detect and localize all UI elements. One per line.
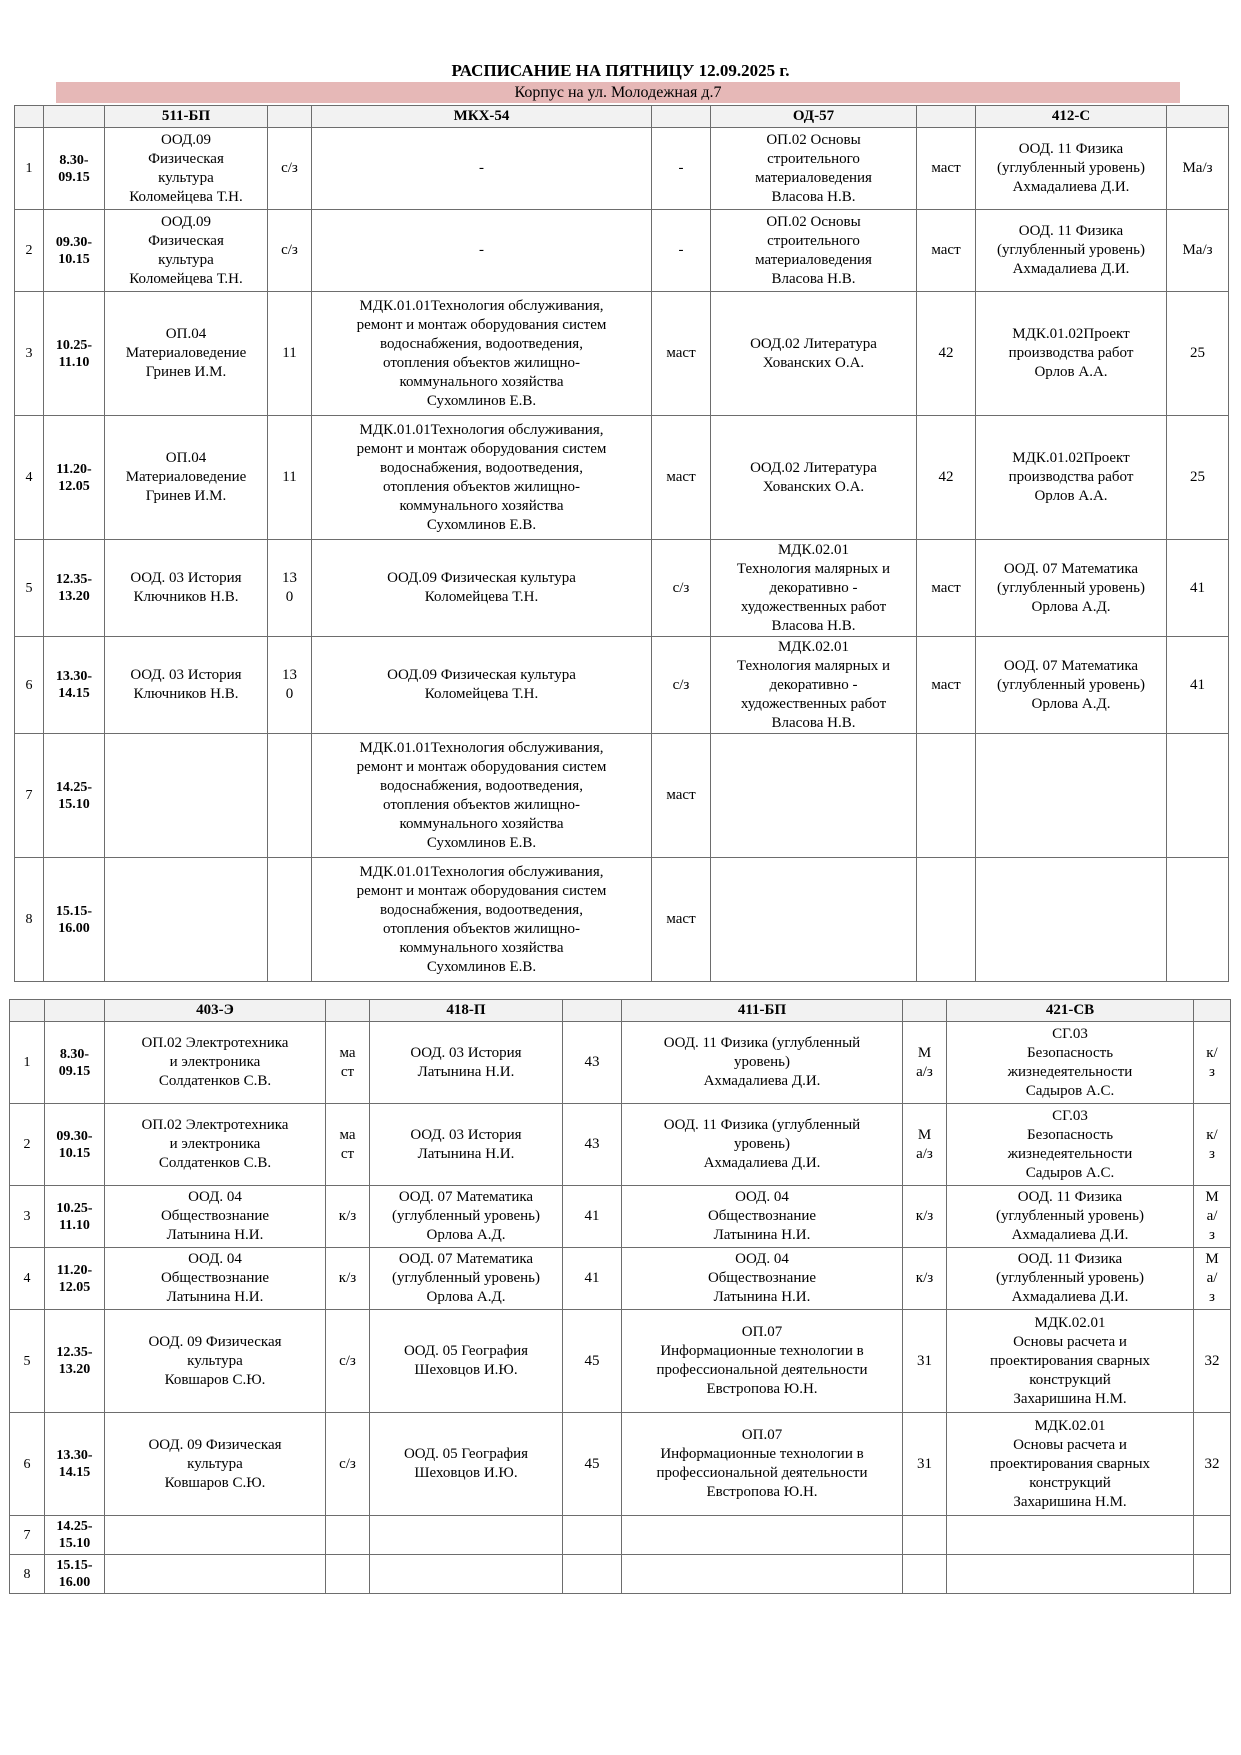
lesson-room: ма ст: [326, 1022, 370, 1104]
lesson-subject: МДК.01.01Технология обслуживания, ремонт и монтаж оборудования систем водоснабжения, водоотведения, отопления объектов жилищно- коммунального хозяйства Сухомлинов Е.В.: [312, 858, 652, 982]
lesson-row: [10, 1555, 1231, 1594]
lesson-room: [1194, 1555, 1231, 1594]
lesson-subject: МДК.01.02Проект производства работ Орлов А.А.: [976, 416, 1167, 540]
lesson-number: 3: [15, 292, 44, 416]
lesson-subject: МДК.02.01 Основы расчета и проектирования сварных конструкций Захаришина Н.М.: [947, 1413, 1194, 1516]
lesson-time: 10.25- 11.10: [45, 1186, 105, 1248]
lesson-subject: ООД.09 Физическая культура Коломейцева Т.Н.: [312, 540, 652, 637]
lesson-room: с/з: [326, 1310, 370, 1413]
lesson-row: [15, 540, 1229, 637]
lesson-number: 4: [15, 416, 44, 540]
lesson-room: ма ст: [326, 1104, 370, 1186]
lesson-time: 10.25- 11.10: [44, 292, 105, 416]
group-header: ОД-57: [711, 106, 917, 128]
lesson-room: -: [652, 210, 711, 292]
lesson-subject: -: [312, 128, 652, 210]
lesson-room: 25: [1167, 292, 1229, 416]
header-empty: [10, 1000, 45, 1022]
schedule-table-2: [9, 999, 1231, 1594]
lesson-subject: ОП.02 Электротехника и электроника Солдатенков С.В.: [105, 1022, 326, 1104]
lesson-room: 41: [563, 1248, 622, 1310]
lesson-room: М а/ з: [1194, 1186, 1231, 1248]
lesson-subject: ООД. 11 Физика (углубленный уровень) Ахмадалиева Д.И.: [976, 210, 1167, 292]
lesson-room: к/ з: [1194, 1104, 1231, 1186]
schedule-table-1: [14, 105, 1229, 982]
lesson-row: [10, 1516, 1231, 1555]
lesson-subject: МДК.02.01 Основы расчета и проектирования сварных конструкций Захаришина Н.М.: [947, 1310, 1194, 1413]
lesson-room: 43: [563, 1104, 622, 1186]
lesson-subject: ООД. 07 Математика (углубленный уровень) Орлова А.Д.: [370, 1186, 563, 1248]
lesson-number: 3: [10, 1186, 45, 1248]
lesson-subject: [976, 858, 1167, 982]
lesson-time: 15.15- 16.00: [44, 858, 105, 982]
lesson-subject: ООД. 11 Физика (углубленный уровень) Ахмадалиева Д.И.: [947, 1248, 1194, 1310]
lesson-room: к/з: [903, 1248, 947, 1310]
lesson-subject: МДК.02.01 Технология малярных и декоративно - художественных работ Власова Н.В.: [711, 540, 917, 637]
lesson-subject: ООД. 07 Математика (углубленный уровень) Орлова А.Д.: [370, 1248, 563, 1310]
lesson-subject: СГ.03 Безопасность жизнедеятельности Садыров А.С.: [947, 1022, 1194, 1104]
lesson-subject: [947, 1555, 1194, 1594]
lesson-subject: МДК.01.01Технология обслуживания, ремонт и монтаж оборудования систем водоснабжения, водоотведения, отопления объектов жилищно- коммунального хозяйства Сухомлинов Е.В.: [312, 416, 652, 540]
lesson-subject: [105, 1555, 326, 1594]
lesson-room: с/з: [326, 1413, 370, 1516]
lesson-subject: ОП.02 Электротехника и электроника Солдатенков С.В.: [105, 1104, 326, 1186]
group-header: 412-С: [976, 106, 1167, 128]
lesson-row: [15, 292, 1229, 416]
lesson-subject: ООД.09 Физическая культура Коломейцева Т.Н.: [312, 637, 652, 734]
lesson-subject: ООД. 07 Математика (углубленный уровень) Орлова А.Д.: [976, 637, 1167, 734]
group-header: 418-П: [370, 1000, 563, 1022]
lesson-room: [326, 1555, 370, 1594]
lesson-room: 11: [268, 292, 312, 416]
lesson-room: -: [652, 128, 711, 210]
lesson-subject: ООД. 05 География Шеховцов И.Ю.: [370, 1310, 563, 1413]
lesson-room: [326, 1516, 370, 1555]
lesson-subject: ОП.07 Информационные технологии в профессиональной деятельности Евстропова Ю.Н.: [622, 1310, 903, 1413]
lesson-subject: ООД.02 Литература Хованских О.А.: [711, 292, 917, 416]
group-header: 411-БП: [622, 1000, 903, 1022]
lesson-subject: ООД. 11 Физика (углубленный уровень) Ахмадалиева Д.И.: [622, 1104, 903, 1186]
header-empty: [903, 1000, 947, 1022]
lesson-subject: ООД. 09 Физическая культура Ковшаров С.Ю.: [105, 1413, 326, 1516]
lesson-subject: ООД. 04 Обществознание Латынина Н.И.: [105, 1248, 326, 1310]
lesson-subject: ОП.02 Основы строительного материаловедения Власова Н.В.: [711, 210, 917, 292]
lesson-number: 5: [10, 1310, 45, 1413]
lesson-room: с/з: [652, 637, 711, 734]
lesson-room: М а/з: [903, 1022, 947, 1104]
lesson-subject: МДК.01.01Технология обслуживания, ремонт и монтаж оборудования систем водоснабжения, водоотведения, отопления объектов жилищно- коммунального хозяйства Сухомлинов Е.В.: [312, 292, 652, 416]
lesson-room: [1194, 1516, 1231, 1555]
lesson-subject: [711, 734, 917, 858]
lesson-room: к/ з: [1194, 1022, 1231, 1104]
lesson-time: 14.25- 15.10: [45, 1516, 105, 1555]
lesson-subject: ООД. 09 Физическая культура Ковшаров С.Ю.: [105, 1310, 326, 1413]
group-header-row: [10, 1000, 1231, 1022]
lesson-room: 31: [903, 1413, 947, 1516]
header-empty: [44, 106, 105, 128]
lesson-subject: СГ.03 Безопасность жизнедеятельности Садыров А.С.: [947, 1104, 1194, 1186]
lesson-room: к/з: [326, 1248, 370, 1310]
lesson-time: 13.30- 14.15: [44, 637, 105, 734]
lesson-room: 45: [563, 1310, 622, 1413]
lesson-room: [268, 734, 312, 858]
lesson-row: [10, 1310, 1231, 1413]
lesson-room: [917, 734, 976, 858]
header-empty: [652, 106, 711, 128]
lesson-subject: -: [312, 210, 652, 292]
lesson-row: [15, 210, 1229, 292]
lesson-room: [1167, 858, 1229, 982]
lesson-row: [15, 637, 1229, 734]
lesson-room: 11: [268, 416, 312, 540]
lesson-room: [917, 858, 976, 982]
lesson-room: маст: [917, 540, 976, 637]
lesson-room: маст: [652, 734, 711, 858]
lesson-room: М а/з: [903, 1104, 947, 1186]
lesson-row: [10, 1022, 1231, 1104]
lesson-number: 8: [10, 1555, 45, 1594]
header-empty: [45, 1000, 105, 1022]
lesson-room: 32: [1194, 1310, 1231, 1413]
lesson-room: 45: [563, 1413, 622, 1516]
lesson-subject: ОП.02 Основы строительного материаловедения Власова Н.В.: [711, 128, 917, 210]
lesson-room: 25: [1167, 416, 1229, 540]
lesson-number: 6: [15, 637, 44, 734]
lesson-subject: ООД. 04 Обществознание Латынина Н.И.: [622, 1186, 903, 1248]
lesson-room: 43: [563, 1022, 622, 1104]
group-header-row: [15, 106, 1229, 128]
lesson-room: к/з: [903, 1186, 947, 1248]
lesson-room: маст: [652, 858, 711, 982]
lesson-room: с/з: [268, 210, 312, 292]
header-empty: [326, 1000, 370, 1022]
lesson-subject: ООД.02 Литература Хованских О.А.: [711, 416, 917, 540]
lesson-room: 31: [903, 1310, 947, 1413]
lesson-room: [268, 858, 312, 982]
lesson-row: [10, 1413, 1231, 1516]
lesson-subject: [105, 734, 268, 858]
lesson-subject: ООД. 11 Физика (углубленный уровень) Ахмадалиева Д.И.: [976, 128, 1167, 210]
lesson-room: маст: [652, 292, 711, 416]
lesson-number: 1: [15, 128, 44, 210]
lesson-subject: ОП.07 Информационные технологии в профессиональной деятельности Евстропова Ю.Н.: [622, 1413, 903, 1516]
lesson-subject: ООД. 05 География Шеховцов И.Ю.: [370, 1413, 563, 1516]
lesson-subject: МДК.01.02Проект производства работ Орлов А.А.: [976, 292, 1167, 416]
lesson-row: [10, 1104, 1231, 1186]
lesson-room: 42: [917, 416, 976, 540]
lesson-subject: ООД.09 Физическая культура Коломейцева Т.Н.: [105, 128, 268, 210]
lesson-row: [15, 858, 1229, 982]
lesson-room: [1167, 734, 1229, 858]
lesson-time: 09.30- 10.15: [45, 1104, 105, 1186]
lesson-room: маст: [917, 128, 976, 210]
lesson-room: [903, 1555, 947, 1594]
lesson-room: [563, 1516, 622, 1555]
lesson-room: [563, 1555, 622, 1594]
lesson-number: 4: [10, 1248, 45, 1310]
lesson-row: [15, 734, 1229, 858]
lesson-room: 13 0: [268, 540, 312, 637]
lesson-subject: [947, 1516, 1194, 1555]
lesson-time: 11.20- 12.05: [44, 416, 105, 540]
lesson-number: 1: [10, 1022, 45, 1104]
lesson-subject: ООД. 07 Математика (углубленный уровень) Орлова А.Д.: [976, 540, 1167, 637]
lesson-time: 8.30- 09.15: [44, 128, 105, 210]
lesson-row: [10, 1248, 1231, 1310]
lesson-row: [15, 416, 1229, 540]
lesson-row: [10, 1186, 1231, 1248]
group-header: 403-Э: [105, 1000, 326, 1022]
lesson-subject: [370, 1555, 563, 1594]
lesson-subject: ООД. 04 Обществознание Латынина Н.И.: [622, 1248, 903, 1310]
lesson-number: 5: [15, 540, 44, 637]
lesson-number: 2: [15, 210, 44, 292]
lesson-room: 32: [1194, 1413, 1231, 1516]
lesson-subject: [370, 1516, 563, 1555]
lesson-subject: [711, 858, 917, 982]
lesson-room: [903, 1516, 947, 1555]
lesson-subject: [105, 1516, 326, 1555]
lesson-row: [15, 128, 1229, 210]
lesson-time: 13.30- 14.15: [45, 1413, 105, 1516]
group-header: 421-СВ: [947, 1000, 1194, 1022]
lesson-subject: ООД.09 Физическая культура Коломейцева Т.Н.: [105, 210, 268, 292]
lesson-number: 8: [15, 858, 44, 982]
lesson-room: Ма/з: [1167, 210, 1229, 292]
lesson-time: 12.35- 13.20: [44, 540, 105, 637]
lesson-room: к/з: [326, 1186, 370, 1248]
header-empty: [917, 106, 976, 128]
group-header: 511-БП: [105, 106, 268, 128]
lesson-room: 41: [563, 1186, 622, 1248]
lesson-room: маст: [652, 416, 711, 540]
header-empty: [15, 106, 44, 128]
header-empty: [1194, 1000, 1231, 1022]
lesson-time: 8.30- 09.15: [45, 1022, 105, 1104]
lesson-subject: ОП.04 Материаловедение Гринев И.М.: [105, 292, 268, 416]
lesson-time: 15.15- 16.00: [45, 1555, 105, 1594]
lesson-room: 13 0: [268, 637, 312, 734]
lesson-subject: ООД. 03 История Ключников Н.В.: [105, 637, 268, 734]
lesson-subject: [622, 1555, 903, 1594]
lesson-number: 7: [10, 1516, 45, 1555]
lesson-subject: ООД. 03 История Латынина Н.И.: [370, 1022, 563, 1104]
lesson-subject: ОП.04 Материаловедение Гринев И.М.: [105, 416, 268, 540]
lesson-time: 12.35- 13.20: [45, 1310, 105, 1413]
lesson-time: 09.30- 10.15: [44, 210, 105, 292]
lesson-room: маст: [917, 210, 976, 292]
header-empty: [1167, 106, 1229, 128]
page-title: РАСПИСАНИЕ НА ПЯТНИЦУ 12.09.2025 г.: [451, 61, 790, 80]
lesson-subject: МДК.01.01Технология обслуживания, ремонт и монтаж оборудования систем водоснабжения, водоотведения, отопления объектов жилищно- коммунального хозяйства Сухомлинов Е.В.: [312, 734, 652, 858]
lesson-room: 41: [1167, 540, 1229, 637]
group-header: МКХ-54: [312, 106, 652, 128]
lesson-subject: ООД. 11 Физика (углубленный уровень) Ахмадалиева Д.И.: [622, 1022, 903, 1104]
lesson-subject: ООД. 03 История Ключников Н.В.: [105, 540, 268, 637]
lesson-subject: ООД. 04 Обществознание Латынина Н.И.: [105, 1186, 326, 1248]
header-empty: [563, 1000, 622, 1022]
lesson-subject: [105, 858, 268, 982]
lesson-subject: ООД. 11 Физика (углубленный уровень) Ахмадалиева Д.И.: [947, 1186, 1194, 1248]
lesson-room: маст: [917, 637, 976, 734]
lesson-number: 6: [10, 1413, 45, 1516]
header-empty: [268, 106, 312, 128]
lesson-room: 41: [1167, 637, 1229, 734]
lesson-room: с/з: [652, 540, 711, 637]
lesson-time: 14.25- 15.10: [44, 734, 105, 858]
lesson-number: 7: [15, 734, 44, 858]
lesson-room: Ма/з: [1167, 128, 1229, 210]
lesson-room: 42: [917, 292, 976, 416]
lesson-subject: [976, 734, 1167, 858]
lesson-subject: МДК.02.01 Технология малярных и декоративно - художественных работ Власова Н.В.: [711, 637, 917, 734]
building-subtitle: Корпус на ул. Молодежная д.7: [56, 82, 1180, 103]
lesson-number: 2: [10, 1104, 45, 1186]
lesson-subject: [622, 1516, 903, 1555]
lesson-time: 11.20- 12.05: [45, 1248, 105, 1310]
lesson-room: с/з: [268, 128, 312, 210]
lesson-subject: ООД. 03 История Латынина Н.И.: [370, 1104, 563, 1186]
lesson-room: М а/ з: [1194, 1248, 1231, 1310]
